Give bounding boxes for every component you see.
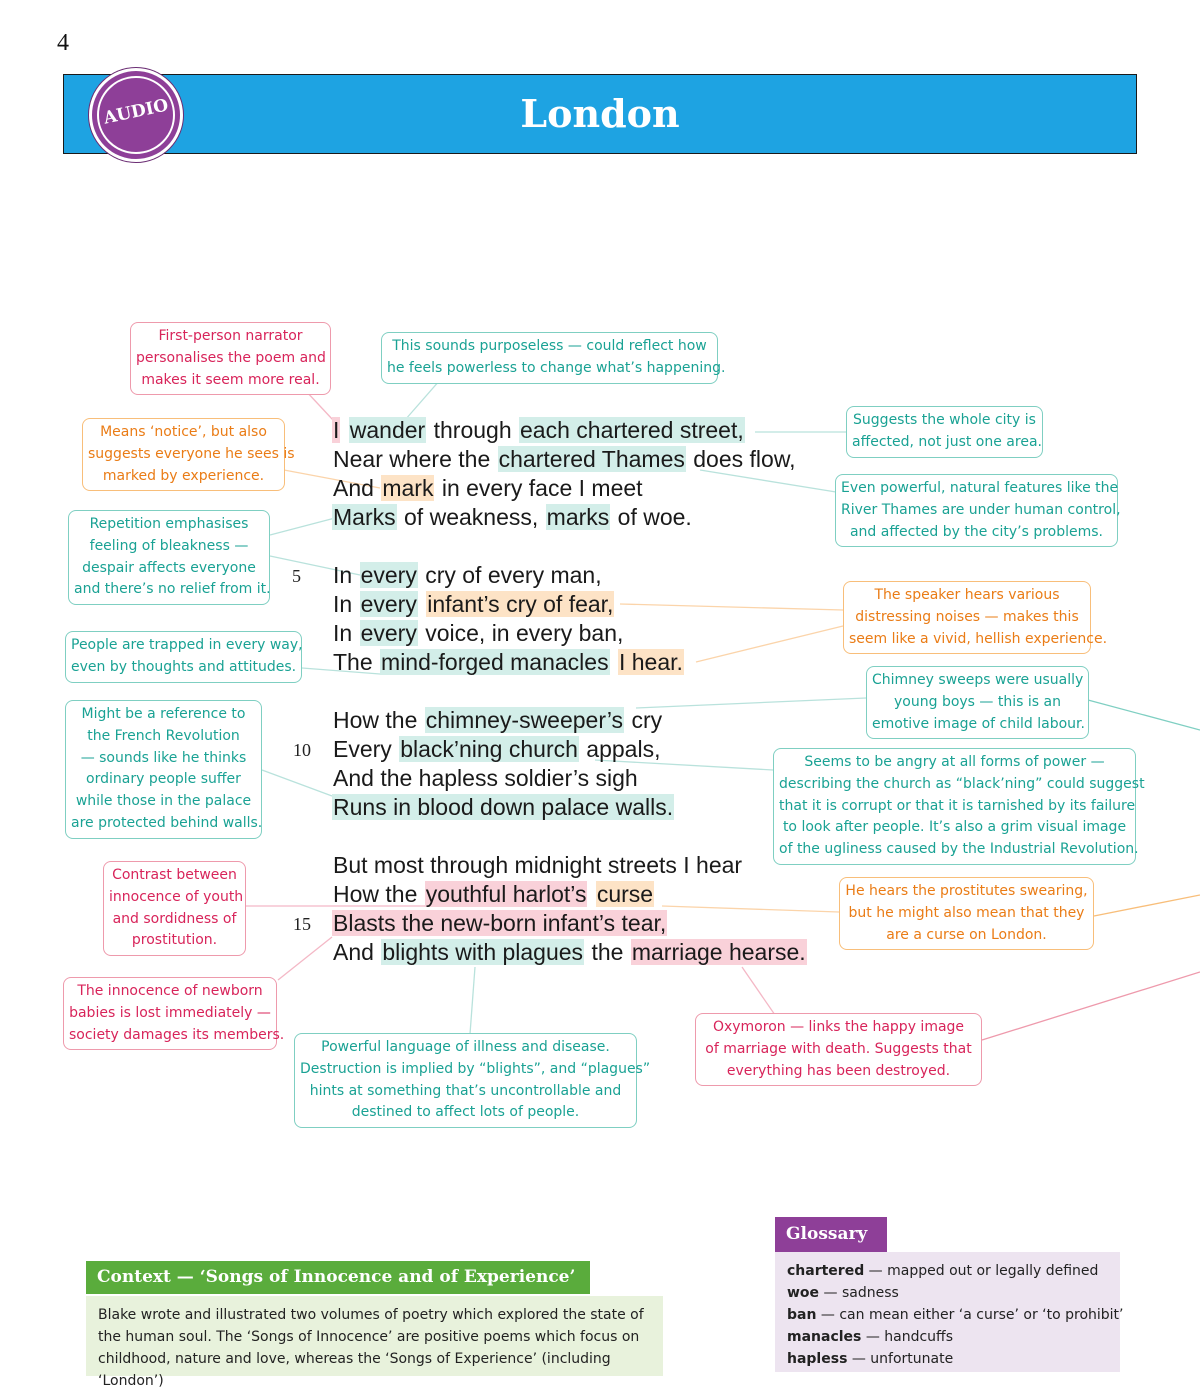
context-line: childhood, nature and love, whereas the ‘Songs of Experience’ (including ‘London’) <box>98 1351 611 1389</box>
highlighted-phrase: marks <box>546 504 610 530</box>
context-heading: Context — ‘Songs of Innocence and of Experience’ <box>86 1261 590 1294</box>
highlighted-phrase: infant’s cry of fear, <box>427 591 614 617</box>
annotation-line: and sordidness of <box>112 910 237 927</box>
connector-swearing <box>662 906 839 912</box>
poem-text-segment: through <box>427 417 519 443</box>
annotation-line: destined to affect lots of people. <box>351 1104 580 1121</box>
highlighted-phrase: every <box>360 620 417 646</box>
poem-line <box>332 561 603 590</box>
glossary-item <box>787 1282 1108 1304</box>
glossary-item <box>787 1304 1124 1326</box>
annotation-line: This sounds purposeless — could reflect how <box>392 338 707 354</box>
annotation-line: are protected behind walls. <box>71 814 263 831</box>
highlighted-phrase: every <box>360 591 417 617</box>
glossary-definition: — unfortunate <box>847 1351 954 1367</box>
glossary-item <box>787 1348 1108 1370</box>
annotation-line: despair affects everyone <box>82 559 256 576</box>
annotation-notice <box>82 418 295 491</box>
annotation-swearing <box>839 877 1094 950</box>
poem-text-segment: The <box>333 649 380 675</box>
annotation-line: affected, not just one area. <box>852 433 1042 450</box>
poem-line <box>332 764 639 793</box>
poem-title: London <box>520 91 680 136</box>
annotation-line: prostitution. <box>131 932 218 949</box>
connector-illness <box>470 967 475 1034</box>
annotation-line: Might be a reference to <box>81 706 246 722</box>
annotation-whole-city <box>846 406 1043 458</box>
poem-text-segment: Every <box>333 736 399 762</box>
connector-swearing-edge <box>1094 895 1200 916</box>
annotation-oxymoron <box>695 1013 982 1086</box>
annotation-noises <box>843 581 1108 654</box>
connector-oxymoron <box>742 967 775 1015</box>
connector-oxymoron-edge <box>982 972 1200 1040</box>
annotation-line: society damages its members. <box>69 1026 285 1043</box>
annotation-line: and affected by the city’s problems. <box>849 523 1104 540</box>
context-line: the human soul. The ‘Songs of Innocence’ are positive poems which focus on <box>98 1329 640 1345</box>
poem-line <box>332 938 807 967</box>
poem-text-segment: appals, <box>579 736 661 762</box>
annotation-line: innocence of youth <box>109 888 244 905</box>
glossary-definition: — handcuffs <box>861 1329 953 1345</box>
annotation-purposeless <box>381 332 726 384</box>
annotation-innocence <box>63 977 285 1050</box>
annotation-revolution <box>65 700 262 839</box>
annotation-line: while those in the palace <box>75 793 252 810</box>
poem-text-segment: In <box>333 562 359 588</box>
annotation-line: marked by experience. <box>102 467 265 484</box>
poem-line <box>332 735 661 764</box>
poem-text-segment: cry <box>625 707 663 733</box>
poem-text-segment: In <box>333 620 359 646</box>
annotation-contrast <box>103 861 246 956</box>
annotation-line: to look after people. It’s also a grim visual image <box>782 819 1127 836</box>
line-number: 10 <box>293 740 311 760</box>
poem-text-segment: And <box>333 475 381 501</box>
poem-line <box>332 909 667 938</box>
highlighted-phrase: Runs in blood down palace walls. <box>333 794 674 820</box>
annotation-line: Suggests the whole city is <box>853 412 1036 428</box>
annotation-line: He hears the prostitutes swearing, <box>845 883 1088 899</box>
annotation-line: distressing noises — makes this <box>855 608 1079 625</box>
annotation-line: he feels powerless to change what’s happening. <box>387 359 726 376</box>
poem-text-segment: In <box>333 591 359 617</box>
annotation-repetition <box>68 510 270 605</box>
poem-line <box>332 503 693 532</box>
annotation-line: Chimney sweeps were usually <box>872 672 1084 688</box>
annotation-line: Powerful language of illness and disease. <box>321 1039 610 1055</box>
poem-line <box>332 793 674 822</box>
annotation-line: suggests everyone he sees is <box>88 445 295 462</box>
annotation-line: River Thames are under human control, <box>841 501 1121 518</box>
highlighted-phrase: curse <box>596 881 654 907</box>
poem-text-segment <box>587 881 595 907</box>
highlighted-phrase: blights with plagues <box>382 939 584 965</box>
annotation-line: and there’s no relief from it. <box>74 581 271 598</box>
annotation-line: everything has been destroyed. <box>726 1062 951 1079</box>
poem-line <box>332 619 624 648</box>
poem-line <box>332 851 743 880</box>
highlighted-phrase: I hear. <box>618 649 683 675</box>
annotation-line: that it is corrupt or that it is tarnished by its failure <box>779 797 1136 814</box>
annotation-line: The speaker hears various <box>874 587 1060 603</box>
connector-innocence <box>278 937 332 980</box>
highlighted-phrase: every <box>360 562 417 588</box>
poem-line <box>332 590 614 619</box>
poem-text-segment: of woe. <box>611 504 692 530</box>
poem-text-segment: And <box>333 939 381 965</box>
poem-text-segment: How the <box>333 881 424 907</box>
poem-line <box>332 648 684 677</box>
glossary-term: chartered <box>787 1263 865 1279</box>
annotation-line: Oxymoron — links the happy image <box>712 1019 965 1035</box>
annotation-first-person <box>130 322 331 395</box>
annotation-line: feeling of bleakness — <box>89 537 249 554</box>
glossary-body <box>775 1252 1124 1372</box>
annotation-illness <box>294 1033 651 1128</box>
context-line: Blake wrote and illustrated two volumes of poetry which explored the state of <box>98 1307 644 1323</box>
annotation-line: of marriage with death. Suggests that <box>705 1040 972 1057</box>
poem-text-segment <box>340 417 348 443</box>
annotation-line: are a curse on London. <box>886 926 1047 943</box>
glossary-heading: Glossary <box>775 1217 887 1252</box>
annotation-power <box>773 748 1145 865</box>
glossary-definition: — mapped out or legally defined <box>864 1263 1099 1279</box>
glossary-term: manacles <box>787 1329 862 1345</box>
annotation-line: Destruction is implied by “blights”, and “plagues” <box>300 1060 651 1077</box>
poem-text-segment: How the <box>333 707 424 733</box>
annotation-line: Repetition emphasises <box>89 516 249 532</box>
annotation-line: People are trapped in every way, <box>71 637 303 653</box>
poem-text-segment: the <box>585 939 630 965</box>
glossary-term: ban <box>787 1307 817 1323</box>
highlighted-phrase: each chartered street, <box>520 417 744 443</box>
highlighted-phrase: mind-forged manacles <box>381 649 609 675</box>
poem-line <box>332 474 644 503</box>
glossary-term: woe <box>787 1285 820 1301</box>
poem-text-segment: cry of every man, <box>418 562 602 588</box>
poem-text-segment: Near where the <box>333 446 497 472</box>
annotation-line: young boys — this is an <box>894 693 1061 710</box>
annotation-line: makes it seem more real. <box>141 371 320 388</box>
glossary-definition: — sadness <box>819 1285 899 1301</box>
highlighted-phrase: black’ning church <box>400 736 578 762</box>
annotation-line: ordinary people suffer <box>86 771 241 788</box>
annotation-line: describing the church as “black’ning” could suggest <box>779 775 1145 792</box>
glossary-definition: — can mean either ‘a curse’ or ‘to prohibit’ <box>816 1307 1124 1323</box>
audio-badge-label: AUDIO <box>101 95 171 129</box>
annotation-line: — sounds like he thinks <box>80 749 247 766</box>
annotation-line: Contrast between <box>112 867 237 883</box>
annotation-line: but he might also mean that they <box>848 904 1085 921</box>
poem-line <box>332 880 654 909</box>
annotation-line: even by thoughts and attitudes. <box>71 658 297 675</box>
highlighted-phrase: Marks <box>333 504 396 530</box>
connector-chimney <box>636 698 866 708</box>
poem-text-segment: But most through midnight streets I hear <box>333 852 743 878</box>
line-number: 5 <box>292 566 301 586</box>
poem-line <box>332 416 745 445</box>
line-number: 15 <box>293 914 311 934</box>
highlighted-phrase: marriage hearse. <box>631 939 806 965</box>
connector-purposeless <box>405 380 440 420</box>
highlighted-phrase: chimney-sweeper’s <box>425 707 624 733</box>
poem-text-segment: voice, in every ban, <box>418 620 624 646</box>
highlighted-phrase: wander <box>349 417 426 443</box>
highlighted-phrase: youthful harlot’s <box>425 881 587 907</box>
annotation-line: The innocence of newborn <box>77 983 263 999</box>
annotation-line: First-person narrator <box>158 328 303 344</box>
poem-text-segment: And the hapless soldier’s sigh <box>333 765 638 791</box>
poem-line <box>332 706 663 735</box>
glossary-item <box>787 1326 1108 1348</box>
annotation-line: seem like a vivid, hellish experience. <box>849 630 1108 647</box>
annotation-line: babies is lost immediately — <box>69 1004 271 1021</box>
highlighted-phrase: mark <box>382 475 434 501</box>
glossary-term: hapless <box>787 1351 848 1367</box>
annotation-line: Means ‘notice’, but also <box>100 424 267 440</box>
connector-chimney-edge <box>1088 700 1200 730</box>
annotation-line: personalises the poem and <box>136 349 326 366</box>
context-body <box>86 1296 663 1389</box>
poem-text-segment: does flow, <box>686 446 796 472</box>
poem-line <box>332 445 797 474</box>
annotation-line: Seems to be angry at all forms of power — <box>804 754 1105 770</box>
annotation-line: emotive image of child labour. <box>872 715 1085 732</box>
poem-text-segment: in every face I meet <box>435 475 643 501</box>
connector-revolution <box>262 770 332 796</box>
poem-text-segment <box>610 649 618 675</box>
highlighted-phrase: I <box>333 417 340 443</box>
highlighted-phrase: chartered Thames <box>498 446 685 472</box>
annotation-trapped <box>65 631 302 683</box>
annotation-line: the French Revolution <box>87 727 240 744</box>
glossary-item <box>787 1260 1108 1282</box>
connector-repetition-a <box>270 518 335 535</box>
annotation-chimney <box>866 666 1089 739</box>
annotation-natural-features <box>835 474 1121 547</box>
annotation-line: hints at something that’s uncontrollable and <box>309 1082 622 1099</box>
annotation-line: Even powerful, natural features like the <box>841 480 1119 496</box>
annotation-line: of the ugliness caused by the Industrial Revolution. <box>779 841 1139 858</box>
page-number: 4 <box>57 30 69 56</box>
poem-text-segment <box>418 591 426 617</box>
poem-text-segment: of weakness, <box>397 504 545 530</box>
highlighted-phrase: Blasts the new-born infant’s tear, <box>333 910 667 936</box>
connector-noises-a <box>620 604 843 610</box>
connector-noises-b <box>696 626 843 662</box>
